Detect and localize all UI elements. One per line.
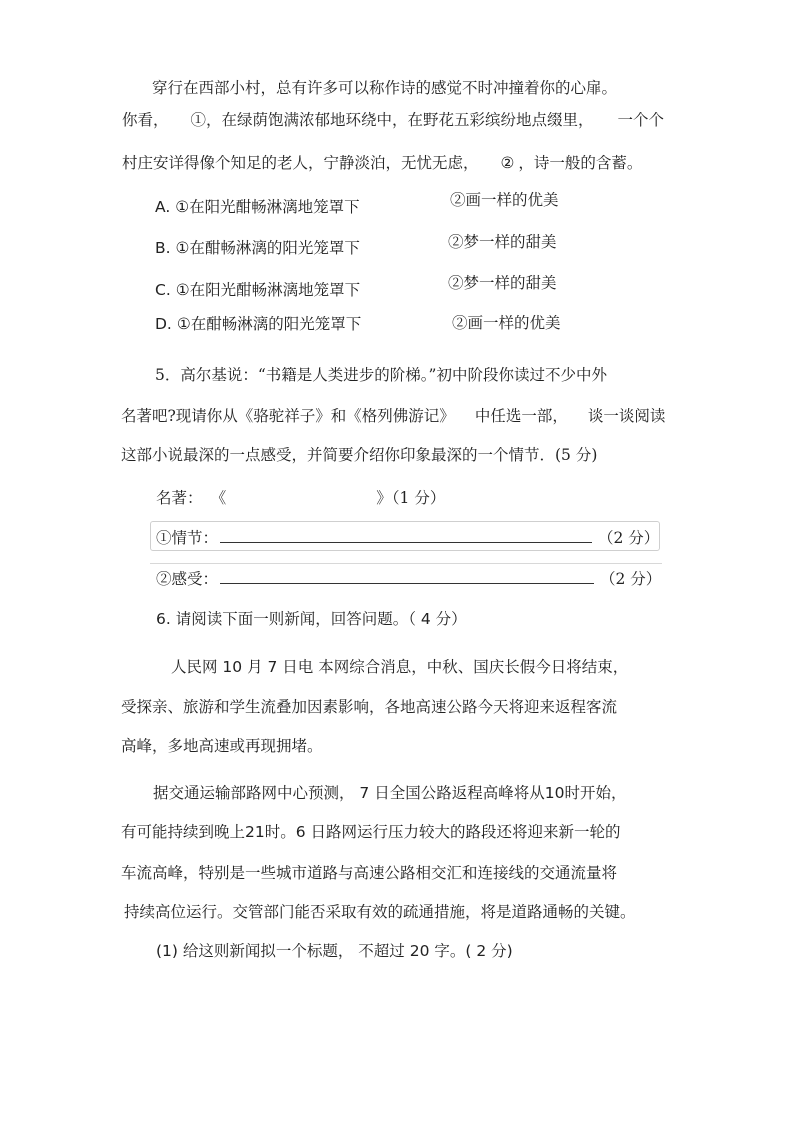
plot-answer-line[interactable]: [220, 528, 592, 543]
passage-line-2-start: 你看，: [122, 111, 169, 129]
option-a-second: ②画一样的优美: [450, 191, 559, 209]
book-title-close: 》（1 分）: [376, 489, 446, 507]
q6-p2-line-2: 有可能持续到晚上21时。6 日路网运行压力较大的路段还将迎来新一轮的: [121, 823, 621, 841]
feeling-row: [156, 569, 661, 589]
plot-label: ①情节：: [156, 529, 219, 547]
option-d-second: ②画一样的优美: [452, 314, 561, 332]
option-c-second: ②梦一样的甜美: [448, 274, 557, 292]
q6-p1-line-3: 高峰，多地高速或再现拥堵。: [121, 737, 323, 755]
divider-line: [150, 563, 662, 564]
option-d-first: ①在酣畅淋漓的阳光笼罩下: [176, 315, 362, 333]
q6-p2-line-4: 持续高位运行。交管部门能否采取有效的疏通措施，将是道路通畅的关键。: [124, 903, 636, 921]
passage-line-2-end: 一个个: [617, 111, 665, 129]
option-b-label: B.: [155, 239, 171, 257]
q5-line-2-middle: 中任选一部，: [474, 407, 568, 425]
q5-line-2-start: 名著吧?现请你从《骆驼祥子》和《格列佛游记》: [121, 407, 455, 425]
plot-row: [156, 528, 659, 548]
book-name-label: 名著：: [156, 489, 203, 507]
q5-line-2-end: 谈一谈阅读: [587, 407, 666, 425]
q6-title: 6. 请阅读下面一则新闻，回答问题。（ 4 分）: [156, 610, 467, 628]
option-d-label: D.: [155, 315, 172, 333]
passage-line-2-middle: ①，在绿荫饱满浓郁地环绕中，在野花五彩缤纷地点缀里，: [190, 111, 594, 129]
feeling-label: ②感受：: [156, 570, 219, 588]
option-c-label: C.: [155, 281, 171, 299]
option-a-label: A.: [155, 198, 171, 216]
q6-p1-line-1: 人民网 10 月 7 日电 本网综合消息，中秋、国庆长假今日将结束，: [171, 658, 629, 676]
book-name-row: [156, 488, 445, 508]
q6-p2-line-3: 车流高峰，特别是一些城市道路与高速公路相交汇和连接线的交通流量将: [121, 864, 618, 882]
option-b-first: ①在酣畅淋漓的阳光笼罩下: [175, 239, 360, 257]
option-a-first: ①在阳光酣畅淋漓地笼罩下: [175, 198, 360, 216]
q5-line-2: [121, 406, 665, 426]
q5-line-3: 这部小说最深的一点感受，并简要介绍你印象最深的一个情节．(5 分): [121, 446, 598, 464]
passage-line-3-start: 村庄安详得像个知足的老人，宁静淡泊，无忧无虑，: [122, 154, 479, 172]
feeling-answer-line[interactable]: [220, 569, 594, 584]
book-title-open: 《: [218, 489, 227, 507]
passage-line-3-end: ，诗一般的含蓄。: [518, 154, 643, 172]
q5-line-1: 5．高尔基说：“书籍是人类进步的阶梯。”初中阶段你读过不少中外: [155, 366, 607, 384]
passage-line-2: [122, 110, 664, 130]
passage-line-3: [122, 153, 642, 173]
q6-p1-line-2: 受探亲、旅游和学生流叠加因素影响，各地高速公路今天将迎来返程客流: [121, 698, 618, 716]
blank-marker-2: ②: [500, 154, 515, 172]
passage-line-1: 穿行在西部小村，总有许多可以称作诗的感觉不时冲撞着你的心扉。: [152, 79, 618, 97]
option-b-second: ②梦一样的甜美: [448, 233, 557, 251]
q6-sub-question-1: (1) 给这则新闻拟一个标题， 不超过 20 字。( 2 分): [156, 942, 513, 960]
feeling-score: （2 分）: [600, 570, 662, 588]
plot-score: （2 分）: [598, 529, 660, 547]
q6-p2-line-1: 据交通运输部路网中心预测， 7 日全国公路返程高峰将从10时开始，: [153, 784, 627, 802]
option-c-first: ①在阳光酣畅淋漓地笼罩下: [175, 281, 361, 299]
